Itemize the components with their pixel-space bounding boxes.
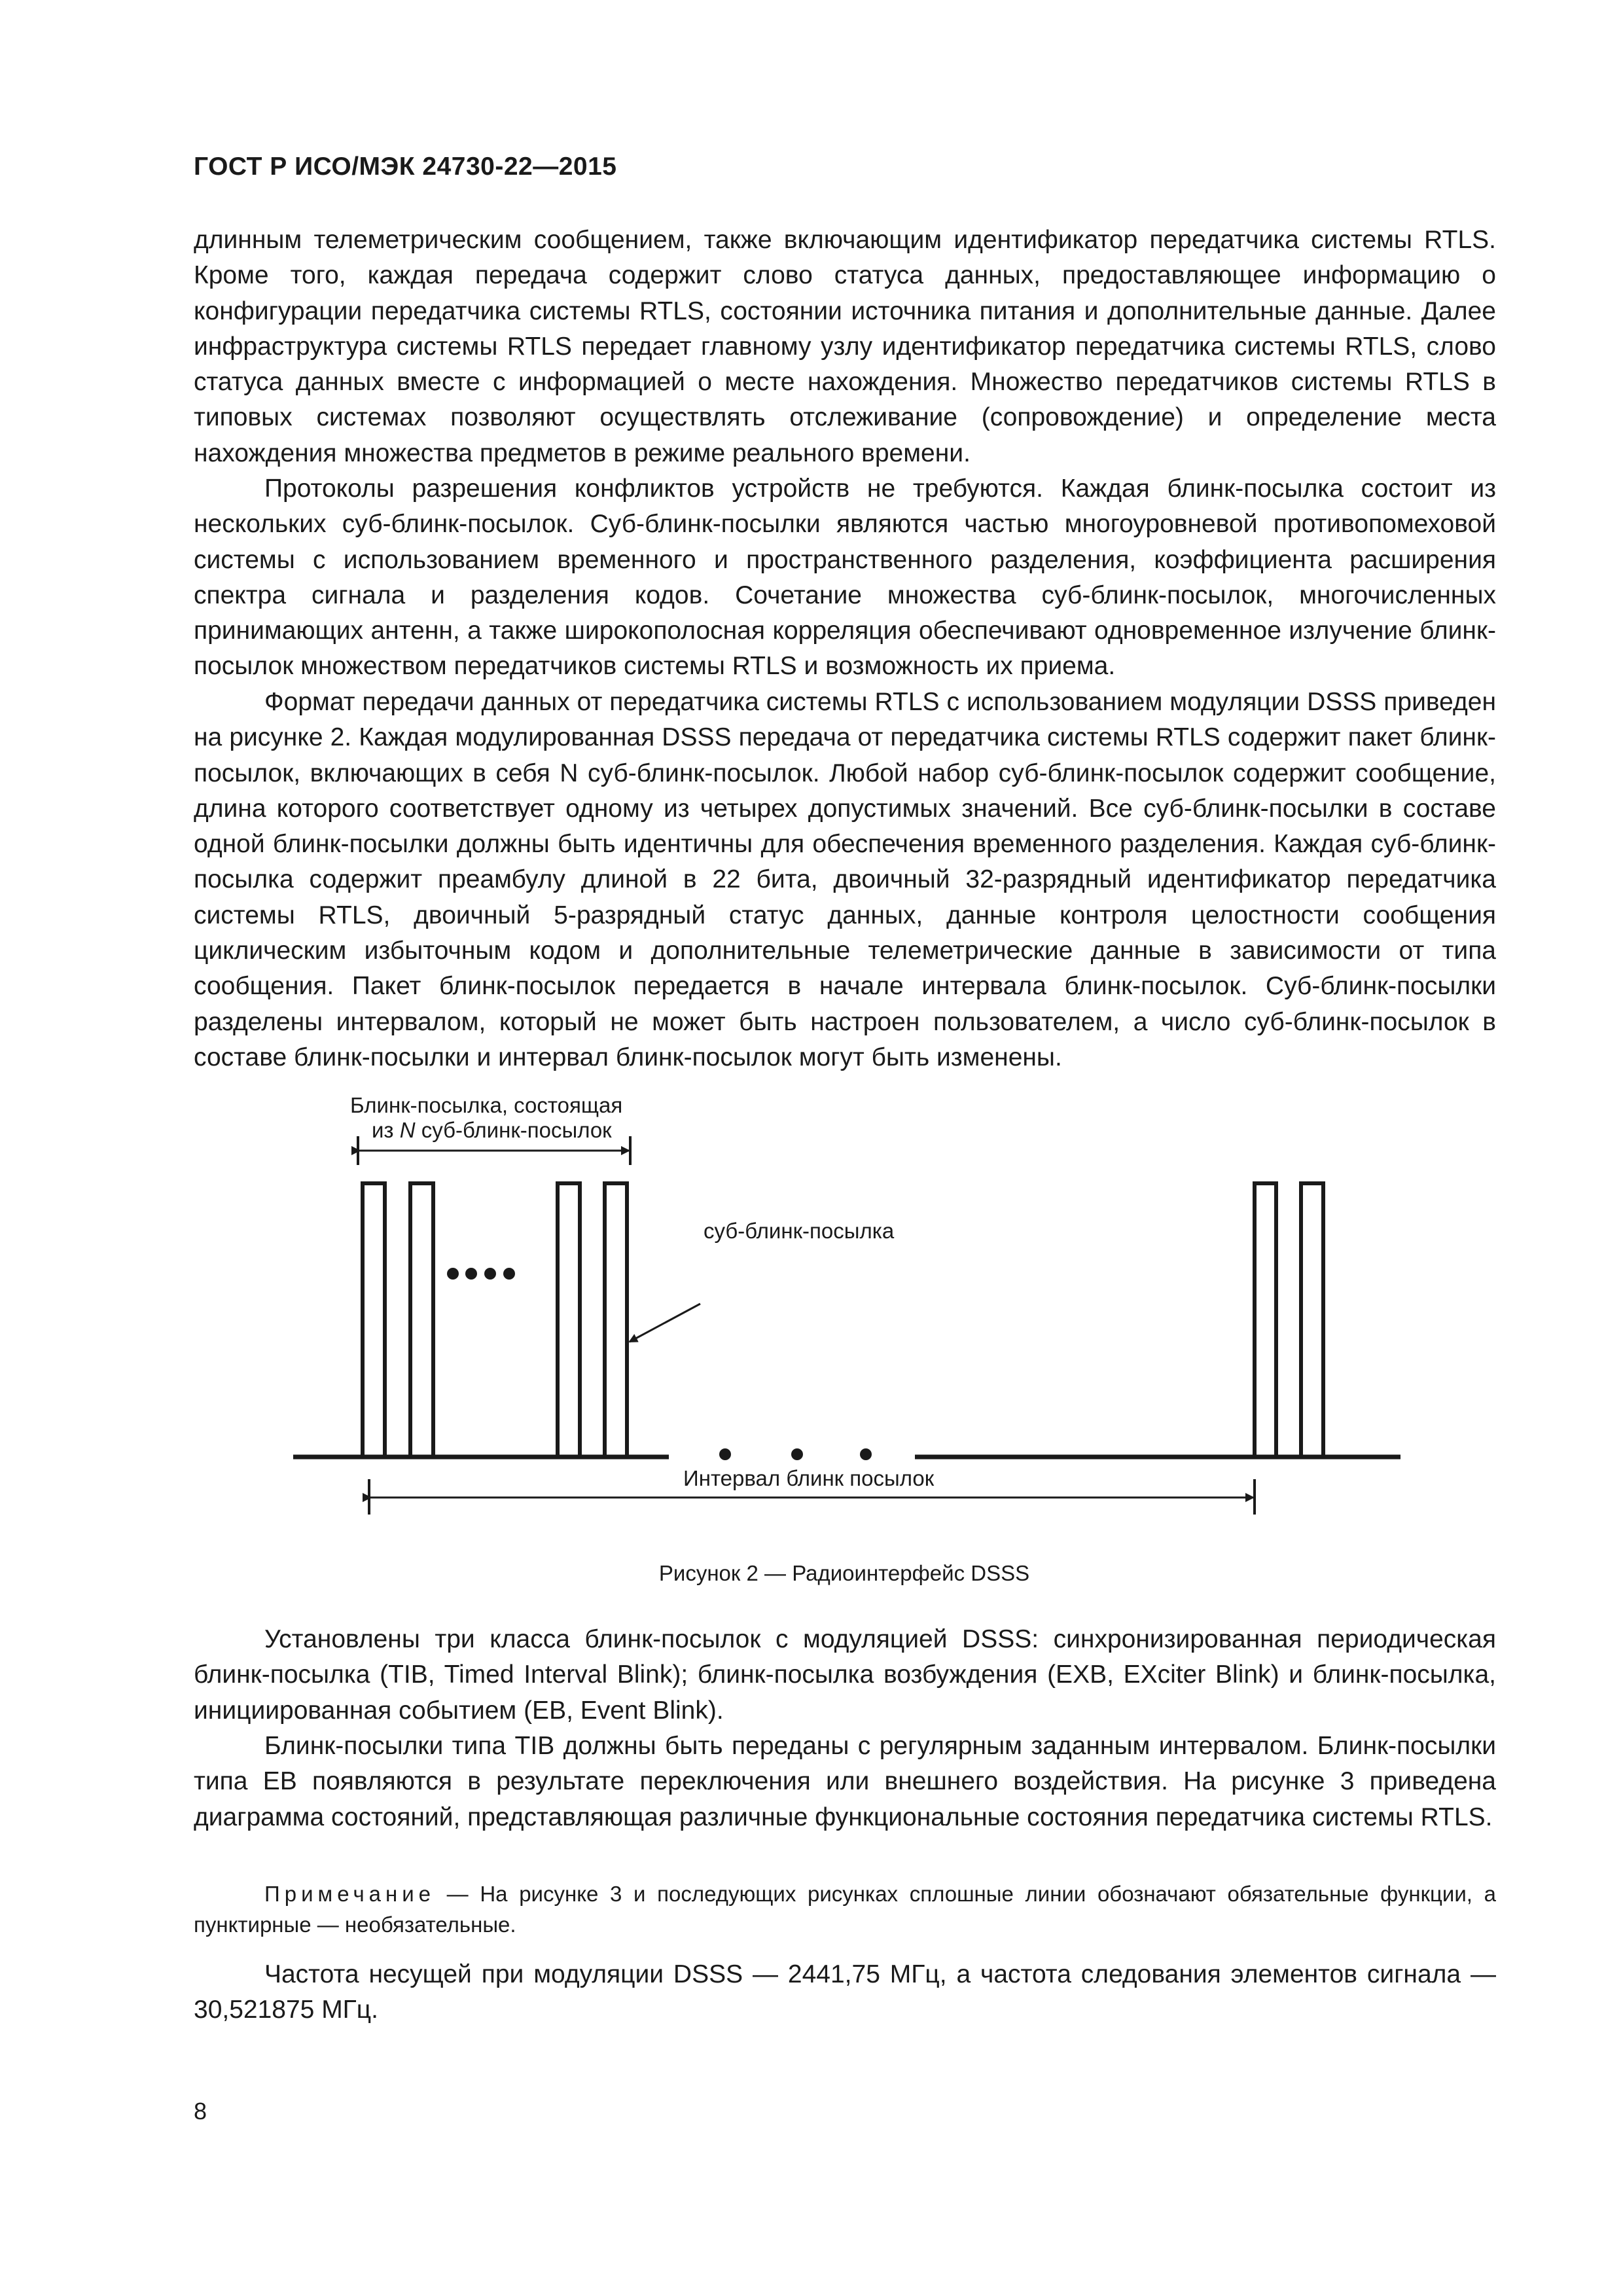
paragraph-5: Блинк-посылки типа TIB должны быть переданы с регулярным заданным интервалом. Блинк-посылки типа EB появляются в результате переключения или внешнего воздействия. На рисунке 3 приведена диаграмма состояний, представляющая различные функциональные состояния передатчика системы RTLS.: [194, 1732, 1496, 1831]
blink-label-prefix: из: [372, 1118, 400, 1142]
sub-blink-pointer: [630, 1304, 700, 1342]
paragraph-6: Частота несущей при модуляции DSSS — 2441,75 МГц, а частота следования элементов сигнала — 30,521875 МГц.: [194, 1960, 1496, 2024]
blink-label-line1: Блинк-посылка, состоящая: [350, 1093, 623, 1117]
sub-blink-pulse: [1255, 1183, 1276, 1457]
note-text: — На рисунке 3 и последующих рисунках сплошные линии обозначают обязательные функции, а пунктирные — необязательные.: [194, 1882, 1496, 1937]
blink-label-n: N: [399, 1118, 416, 1142]
ellipsis-dot: [465, 1268, 477, 1280]
figure-dsss-radio-interface: [0, 1073, 1623, 1518]
sub-blink-pulse: [363, 1183, 385, 1457]
ellipsis-dot: [484, 1268, 496, 1280]
page-number: 8: [194, 2098, 207, 2125]
paragraph-3: Формат передачи данных от передатчика системы RTLS с использованием модуляции DSSS приведен на рисунке 2. Каждая модулированная DSSS передача от передатчика системы RTLS содержит пакет блинк-посылок, включающих в себя N суб-блинк-посылок. Любой набор суб-блинк-посылок содержит сообщение, длина которого соответствует одному из четырех допустимых значений. Все суб-блинк-посылки в составе одной блинк-посылки должны быть идентичны для обеспечения временного разделения. Каждая суб-блинк-посылка содержит преамбулу длиной в 22 бита, двоичный 32-разрядный идентификатор передатчика системы RTLS, двоичный 5-разрядный статус данных, данные контроля целостности сообщения циклическим избыточным кодом и дополнительные телеметрические данные в зависимости от типа сообщения. Пакет блинк-посылок передается в начале интервала блинк-посылок. Суб-блинк-посылки разделены интервалом, который не может быть настроен пользователем, а число суб-блинк-посылок в составе блинк-посылки и интервал блинк-посылок могут быть изменены.: [194, 688, 1496, 1071]
sub-blink-pulse: [605, 1183, 627, 1457]
blink-diagram: [0, 1073, 1623, 1518]
sub-blink-label: суб-блинк-посылка: [704, 1219, 895, 1243]
ellipsis-dot: [447, 1268, 459, 1280]
gap-dot: [791, 1448, 803, 1460]
note: [194, 1878, 1496, 1940]
ellipsis-dot: [503, 1268, 515, 1280]
gap-dot: [860, 1448, 872, 1460]
note-label: Примечание: [264, 1882, 436, 1906]
document-header: ГОСТ Р ИСО/МЭК 24730-22—2015: [194, 152, 617, 181]
sub-blink-pulse: [410, 1183, 433, 1457]
paragraph-1: длинным телеметрическим сообщением, также включающим идентификатор передатчика системы RTLS. Кроме того, каждая передача содержит слово статуса данных, предоставляющее информацию о конфигурации передатчика системы RTLS, состоянии источника питания и дополнительные данные. Далее инфраструктура системы RTLS передает главному узлу идентификатор передатчика системы RTLS, слово статуса данных вместе с информацией о месте нахождения. Множество передатчиков системы RTLS в типовых системах позволяют осуществлять отслеживание (сопровождение) и определение места нахождения множества предметов в режиме реального времени.: [194, 226, 1496, 467]
sub-blink-pulse: [1301, 1183, 1323, 1457]
figure-caption: Рисунок 2 — Радиоинтерфейс DSSS: [658, 1561, 1030, 1585]
paragraph-4: Установлены три класса блинк-посылок с модуляцией DSSS: синхронизированная периодическая блинк-посылка (TIB, Timed Interval Blink); блинк-посылка возбуждения (EXB, EXciter Blink) и блинк-посылка, инициированная событием (EB, Event Blink).: [194, 1625, 1496, 1725]
paragraph-2: Протоколы разрешения конфликтов устройств не требуются. Каждая блинк-посылка состоит из нескольких суб-блинк-посылок. Суб-блинк-посылки являются частью многоуровневой противопомеховой системы с использованием временного и пространственного разделения, коэффициента расширения спектра сигнала и разделения кодов. Сочетание множества суб-блинк-посылок, многочисленных принимающих антенн, а также широкополосная корреляция обеспечивают одновременное излучение блинк-посылок множеством передатчиков системы RTLS и возможность их приема.: [194, 475, 1496, 681]
blink-label-line2: [372, 1118, 612, 1143]
sub-blink-pulse: [558, 1183, 580, 1457]
blink-label-suffix: суб-блинк-посылок: [415, 1118, 612, 1142]
interval-label: Интервал блинк посылок: [679, 1466, 938, 1491]
gap-dot: [719, 1448, 731, 1460]
